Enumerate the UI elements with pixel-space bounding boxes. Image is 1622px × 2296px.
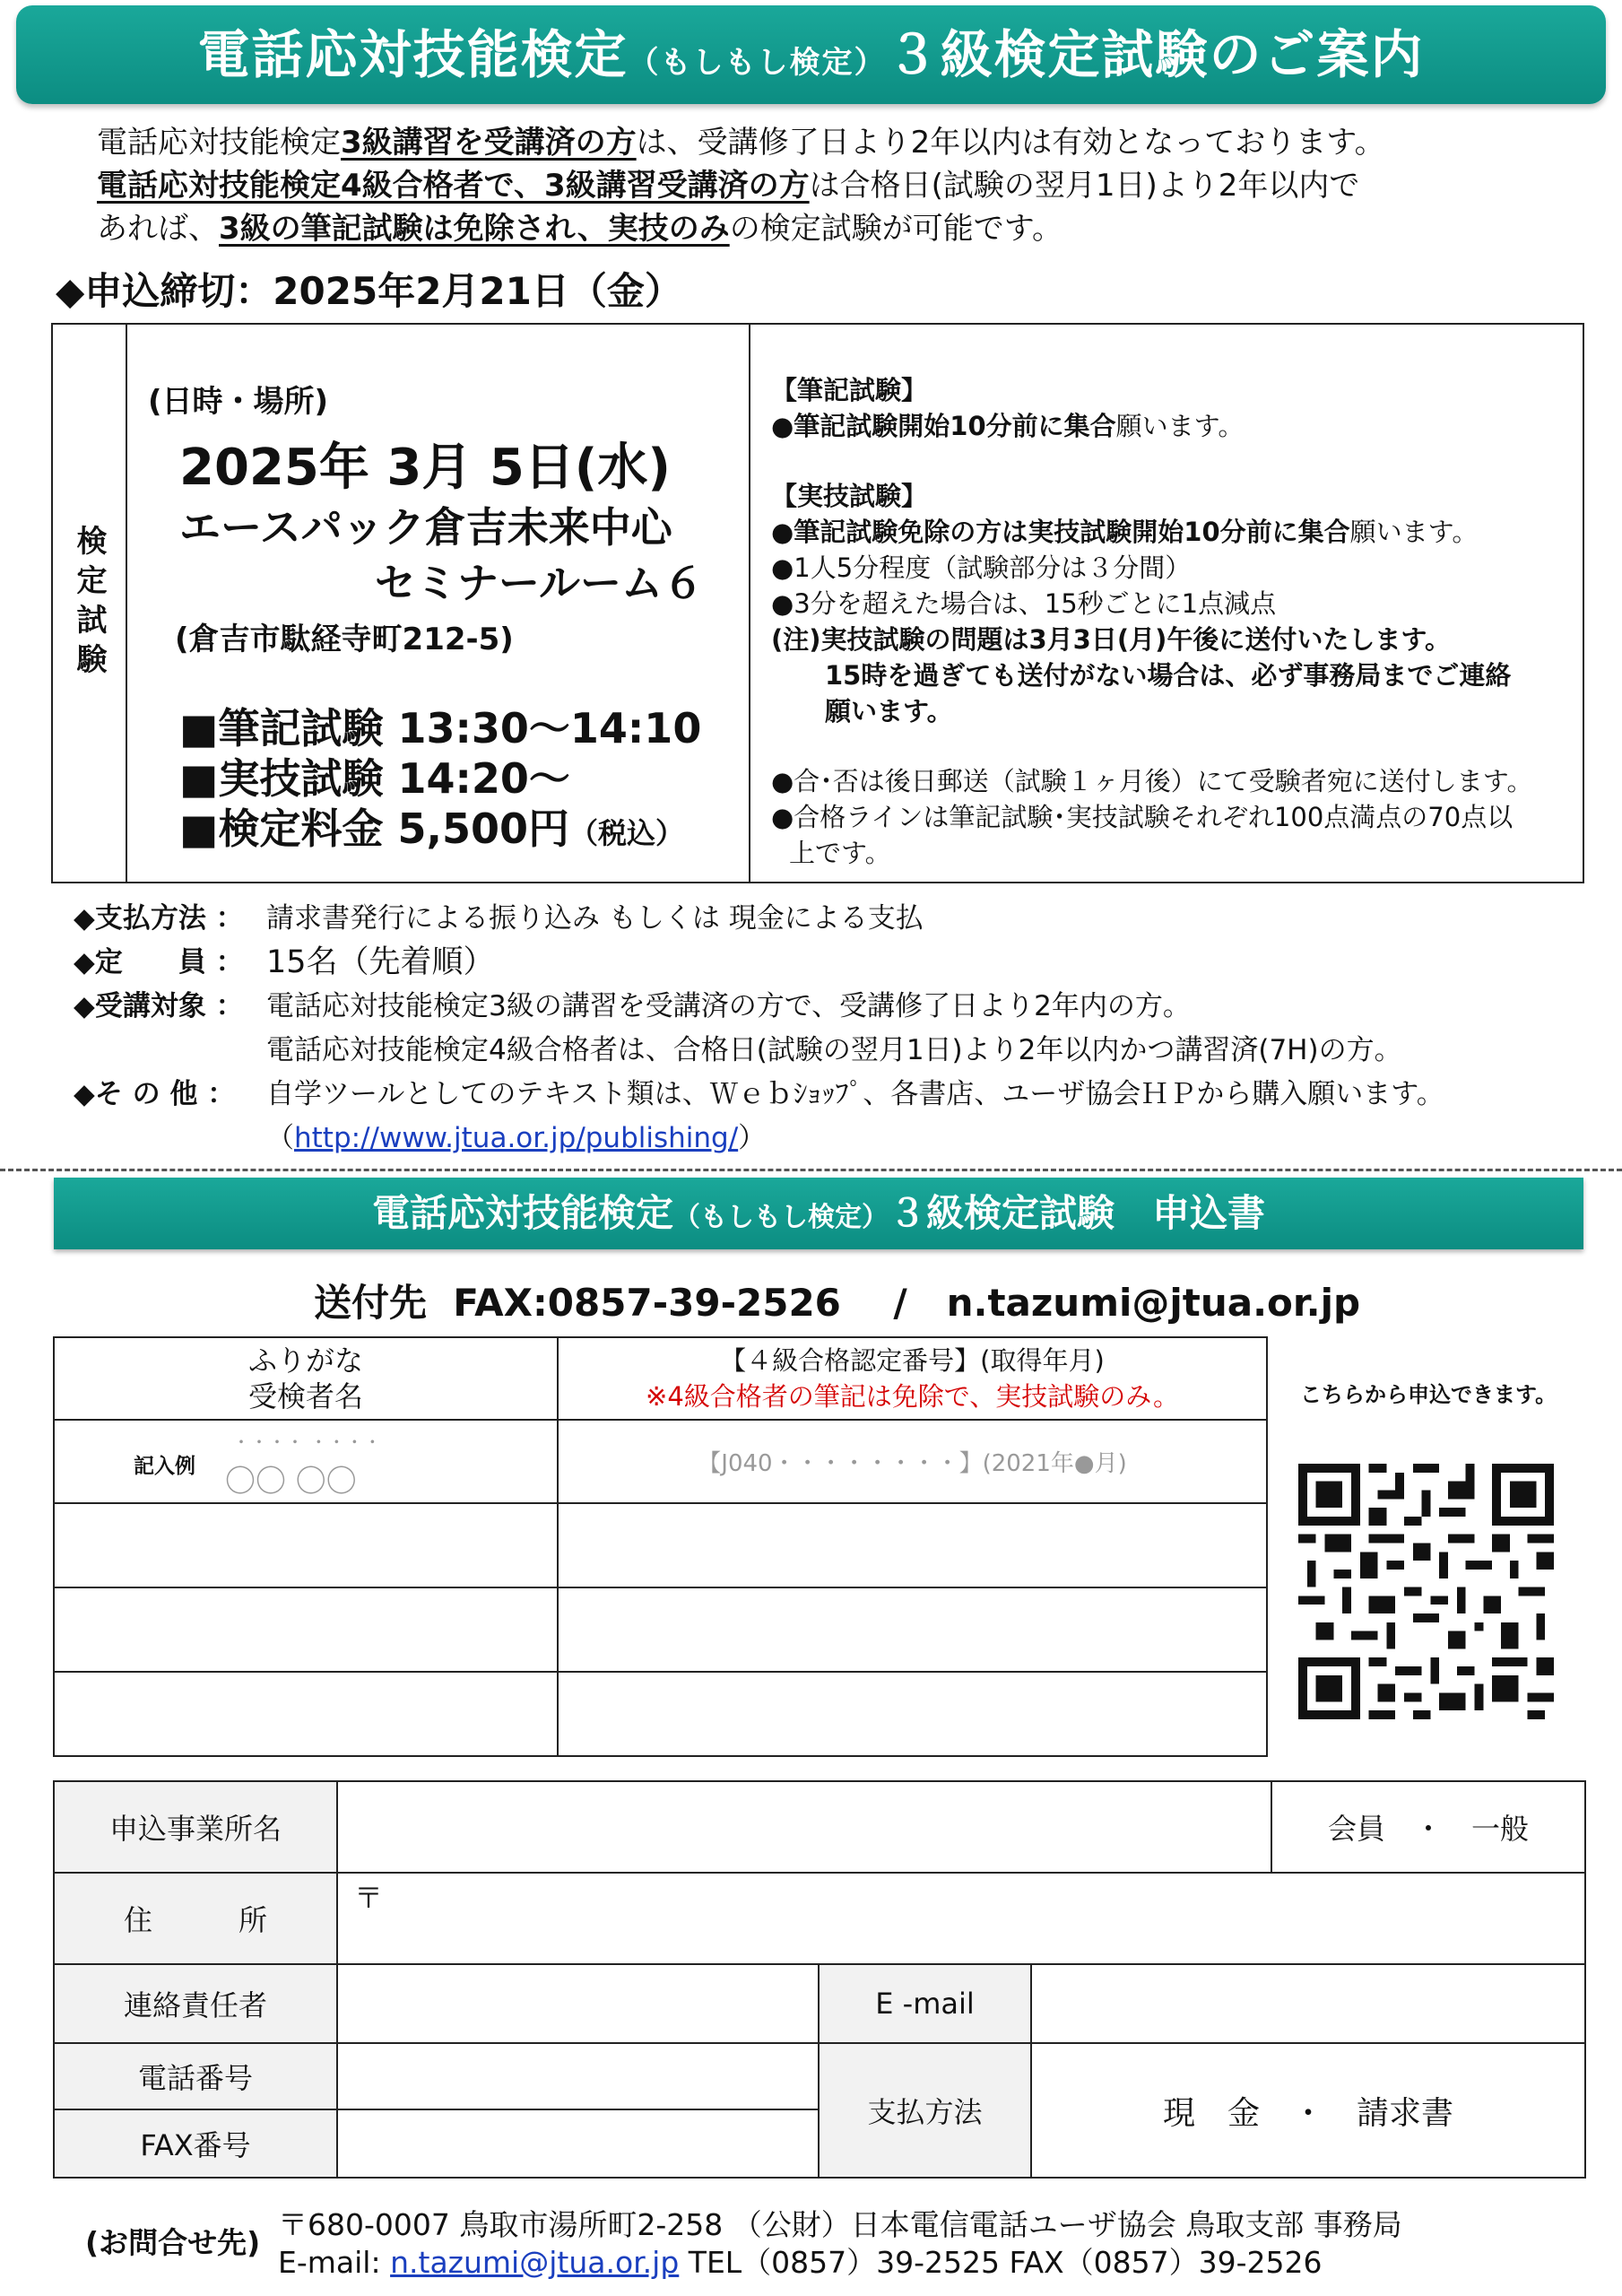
notes-practical-head: 【実技試験】 bbox=[771, 481, 928, 511]
notes-caution-3: 願います。 bbox=[825, 696, 953, 726]
send-to: 送付先 FAX:0857-39-2526 / n.tazumi@jtua.or.jp bbox=[314, 1281, 1361, 1325]
info-capacity-value: 15名（先着順） bbox=[266, 944, 495, 980]
notes-caution-2: 15時を過ぎても送付がない場合は、必ず事務局までご連絡 bbox=[825, 660, 1512, 691]
info-payment-key: ◆支払方法 ： bbox=[74, 902, 244, 935]
form-title-small: （もしもし検定） bbox=[673, 1202, 889, 1233]
phone-input[interactable] bbox=[337, 2043, 819, 2109]
example-name-cell bbox=[54, 1420, 558, 1503]
phone-label: 電話番号 bbox=[54, 2043, 337, 2109]
fax-input[interactable] bbox=[337, 2109, 819, 2178]
intro-l2a: 電話応対技能検定4級合格者で、3級講習受講済の方 bbox=[97, 168, 810, 204]
notes-caution-1: (注)実技試験の問題は3月3日(月)午後に送付いたします。 bbox=[771, 624, 1452, 655]
form-title-tail: ３級検定試験 申込書 bbox=[889, 1191, 1266, 1235]
info-other-key: ◆そ の 他 ： bbox=[74, 1078, 236, 1110]
email-label: E -mail bbox=[819, 1964, 1031, 2043]
qr-code-icon[interactable] bbox=[1298, 1464, 1554, 1719]
notes-written-1b: ●筆記試験開始10分前に集合 bbox=[771, 411, 1116, 441]
exam-label: (日時・場所) bbox=[148, 384, 329, 420]
examinee-table bbox=[53, 1336, 1268, 1757]
company-input[interactable] bbox=[337, 1781, 1271, 1873]
info-target-key: ◆受講対象 ： bbox=[74, 990, 244, 1022]
company-label: 申込事業所名 bbox=[54, 1781, 337, 1873]
info-payment-value: 請求書発行による振り込み もしくは 現金による支払 bbox=[266, 902, 924, 935]
postal-mark: 〒 bbox=[354, 1881, 384, 1915]
payment-select[interactable]: 現 金 ・ 請求書 bbox=[1031, 2043, 1585, 2178]
intro-l1c: は、受講修了日より2年以内は有効となっております。 bbox=[636, 125, 1385, 161]
address-input[interactable] bbox=[337, 1873, 1585, 1964]
notes-result-1: ●合･否は後日郵送（試験１ヶ月後）にて受験者宛に送付します。 bbox=[771, 766, 1533, 796]
form-banner bbox=[54, 1178, 1583, 1249]
cert-input-2[interactable] bbox=[558, 1587, 1267, 1672]
example-cert-cell: 【J040・・・・・・・・】(2021年●月) bbox=[558, 1420, 1267, 1503]
furigana-label: ふりがな bbox=[247, 1344, 363, 1378]
intro-l2b: は合格日(試験の翌月1日)より2年以内で bbox=[809, 168, 1360, 204]
footer-address: 〒680-0007 鳥取市湯所町2-258 （公財）日本電信電話ユーザ協会 鳥取支部 事務局 bbox=[278, 2207, 1402, 2242]
intro-l3c: の検定試験が可能です。 bbox=[729, 211, 1063, 247]
exam-side-text: 検定試験 bbox=[71, 524, 107, 683]
cert-note: ※4級合格者の筆記は免除で、実技試験のみ。 bbox=[646, 1381, 1179, 1412]
cert-header bbox=[558, 1337, 1267, 1420]
qr-label: こちらから申込できます。 bbox=[1300, 1382, 1557, 1407]
notes-written-1c: 願います。 bbox=[1115, 411, 1245, 441]
info-capacity bbox=[74, 941, 1598, 985]
name-header bbox=[54, 1337, 558, 1420]
email-input[interactable] bbox=[1031, 1964, 1585, 2043]
info-payment bbox=[74, 897, 1598, 941]
footer-contact bbox=[85, 2206, 1402, 2282]
exam-room: セミナールーム６ bbox=[374, 559, 704, 607]
fax-label: FAX番号 bbox=[54, 2109, 337, 2178]
title-banner bbox=[16, 5, 1606, 104]
exam-side-label bbox=[53, 325, 127, 882]
name-input-3[interactable] bbox=[54, 1672, 558, 1756]
exam-schedule bbox=[148, 377, 722, 858]
cert-input-1[interactable] bbox=[558, 1503, 1267, 1587]
info-list bbox=[74, 897, 1598, 1161]
member-select[interactable]: 会員 ・ 一般 bbox=[1271, 1781, 1585, 1873]
intro-l3b: 3級の筆記試験は免除され、実技のみ bbox=[219, 211, 730, 247]
exam-fee bbox=[179, 804, 722, 858]
written-time: ■筆記試験 13:30～14:10 bbox=[179, 704, 702, 752]
url-close: ） bbox=[738, 1122, 767, 1154]
info-target-2 bbox=[74, 1029, 1598, 1073]
exam-fee-tax: （税込） bbox=[568, 816, 684, 850]
intro-text bbox=[97, 121, 1567, 250]
notes-result-3: 上です。 bbox=[789, 838, 891, 868]
url-open: （ bbox=[266, 1122, 294, 1154]
exam-fee-value: ■検定料金 5,500円 bbox=[179, 804, 569, 853]
footer-tel: TEL（0857）39-2525 FAX（0857）39-2526 bbox=[688, 2245, 1323, 2280]
payment-label: 支払方法 bbox=[819, 2043, 1031, 2178]
info-target-value-1: 電話応対技能検定3級の講習を受講済の方で、受講修了日より2年内の方。 bbox=[266, 990, 1191, 1022]
name-input-2[interactable] bbox=[54, 1587, 558, 1672]
contact-label: 連絡責任者 bbox=[54, 1964, 337, 2043]
application-table bbox=[53, 1780, 1586, 2179]
form-title-main: 電話応対技能検定 bbox=[371, 1191, 673, 1235]
contact-input[interactable] bbox=[337, 1964, 819, 2043]
name-label: 受検者名 bbox=[247, 1379, 363, 1413]
intro-l1a: 電話応対技能検定 bbox=[97, 125, 341, 161]
example-dots: ・・・・ ・・・・ bbox=[232, 1431, 382, 1453]
info-other-value: 自学ツールとしてのテキスト類は、Ｗｅｂｼｮｯﾌﾟ、各書店、ユーザ協会ＨＰから購入願います。 bbox=[266, 1078, 1444, 1110]
info-other bbox=[74, 1073, 1598, 1117]
notes-practical-2: ●1人5分程度（試験部分は３分間） bbox=[771, 552, 1192, 583]
intro-l3a: あれば、 bbox=[97, 211, 219, 247]
footer-email-link[interactable]: n.tazumi@jtua.or.jp bbox=[390, 2245, 680, 2280]
notes-written-head: 【筆記試験】 bbox=[771, 375, 928, 405]
exam-notes bbox=[771, 372, 1578, 871]
notes-result-2: ●合格ラインは筆記試験･実技試験それぞれ100点満点の70点以 bbox=[771, 802, 1514, 832]
notes-practical-3: ●3分を超えた場合は、15秒ごとに1点減点 bbox=[771, 588, 1277, 619]
example-name: 〇〇 〇〇 bbox=[225, 1464, 357, 1500]
info-capacity-key: ◆定 員 ： bbox=[74, 946, 244, 978]
deadline: ◆申込締切：2025年2月21日（金） bbox=[56, 269, 682, 313]
practical-time: ■実技試験 14:20～ bbox=[179, 754, 570, 803]
cut-line bbox=[0, 1169, 1622, 1171]
info-url-row bbox=[74, 1117, 1598, 1161]
title-main: 電話応対技能検定 bbox=[197, 24, 629, 85]
cert-input-3[interactable] bbox=[558, 1672, 1267, 1756]
cert-head-label: 【４級合格認定番号】(取得年月) bbox=[720, 1345, 1105, 1376]
exam-venue: エースパック倉吉未来中心 bbox=[179, 503, 672, 552]
footer-label: (お問合せ先) bbox=[85, 2225, 261, 2260]
footer-email-label: E-mail: bbox=[278, 2245, 381, 2280]
intro-l1b: 3級講習を受講済の方 bbox=[341, 125, 637, 161]
publishing-link[interactable]: http://www.jtua.or.jp/publishing/ bbox=[294, 1122, 739, 1154]
title-small: （もしもし検定） bbox=[628, 45, 887, 81]
exam-date: 2025年 3月 5日(水) bbox=[179, 439, 671, 497]
address-label: 住 所 bbox=[54, 1873, 337, 1964]
name-input-1[interactable] bbox=[54, 1503, 558, 1587]
notes-practical-1c: 願います。 bbox=[1349, 517, 1479, 547]
info-target bbox=[74, 985, 1598, 1029]
exam-divider bbox=[749, 325, 750, 882]
exam-address: (倉吉市駄経寺町212-5) bbox=[175, 622, 514, 657]
example-label: 記入例 bbox=[134, 1455, 195, 1478]
notes-practical-1b: ●筆記試験免除の方は実技試験開始10分前に集合 bbox=[771, 517, 1350, 547]
title-tail: ３級検定試験のご案内 bbox=[886, 24, 1425, 85]
info-target-value-2: 電話応対技能検定4級合格者は、合格日(試験の翌月1日)より2年以内かつ講習済(7H)の方。 bbox=[266, 1034, 1402, 1066]
